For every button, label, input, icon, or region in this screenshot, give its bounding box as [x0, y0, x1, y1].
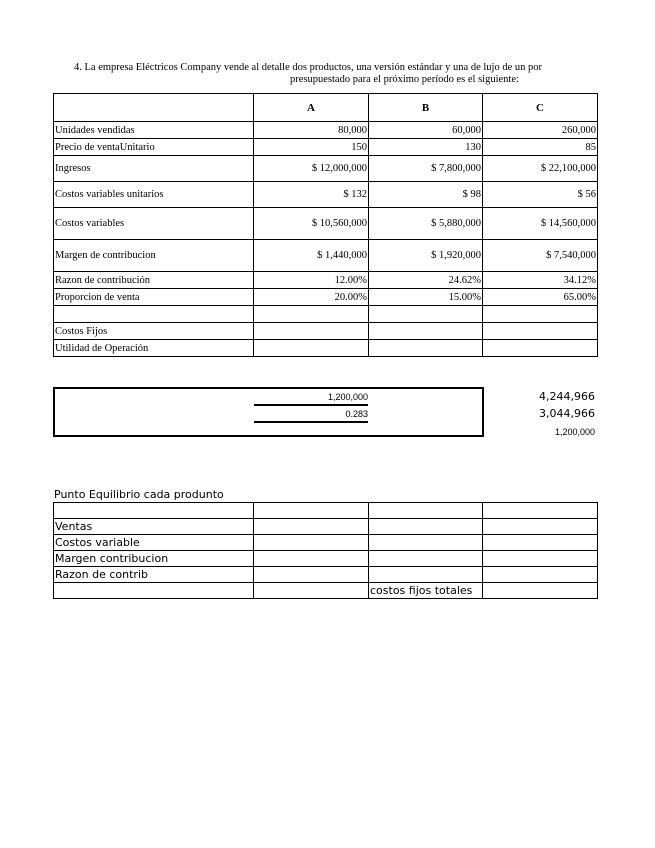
box-value-ratio: 0.283: [345, 409, 368, 419]
row-label: Margen de contribucion: [54, 240, 254, 272]
table-row: [54, 208, 598, 240]
break-even-title: Punto Equilibrio cada produnto: [54, 488, 224, 501]
header-product-c: C: [483, 94, 598, 122]
cell-product-a: [254, 340, 369, 357]
cell-product-a: $ 132: [254, 182, 369, 208]
cell-product-b: $ 5,880,000: [369, 208, 483, 240]
row-label: Costos Fijos: [54, 323, 254, 340]
cell-c: [483, 535, 598, 551]
cell-b: costos fijos totales: [369, 583, 483, 599]
cell-product-c: 85: [483, 139, 598, 156]
side-value-2: 3,044,966: [539, 407, 595, 420]
cell-a: [254, 519, 369, 535]
cell-product-c: [483, 340, 598, 357]
cell-product-b: 24.62%: [369, 272, 483, 289]
cell-b: [369, 535, 483, 551]
cell-product-a: $ 10,560,000: [254, 208, 369, 240]
header-empty: [54, 94, 254, 122]
cell-product-a: [254, 306, 369, 323]
side-value-1: 4,244,966: [539, 390, 595, 403]
intro-line-1: 4. La empresa Eléctricos Company vende al detalle dos productos, una versión estándar y una de lujo de un por: [74, 62, 542, 73]
header-product-b: B: [369, 94, 483, 122]
row-label: Utilidad de Operación: [54, 340, 254, 357]
table-row: [54, 567, 598, 583]
cell-product-b: 15.00%: [369, 289, 483, 306]
table-row: [54, 272, 598, 289]
cell-product-c: $ 7,540,000: [483, 240, 598, 272]
cell-product-a: $ 12,000,000: [254, 156, 369, 182]
cell-b: [369, 567, 483, 583]
cell-b: [369, 519, 483, 535]
double-underline: [254, 421, 368, 423]
table-row: [54, 139, 598, 156]
cell-b: [369, 503, 483, 519]
side-value-3: 1,200,000: [554, 427, 595, 437]
row-label: Unidades vendidas: [54, 122, 254, 139]
table-row: [54, 340, 598, 357]
break-even-table: [53, 502, 598, 599]
table-row: [54, 583, 598, 599]
cell-product-c: [483, 323, 598, 340]
cell-a: [254, 583, 369, 599]
cell-b: [369, 551, 483, 567]
table-row: [54, 519, 598, 535]
cell-a: [254, 551, 369, 567]
table-row: [54, 551, 598, 567]
cell-a: [254, 503, 369, 519]
cell-product-c: [483, 306, 598, 323]
cell-product-b: [369, 306, 483, 323]
cell-product-a: 20.00%: [254, 289, 369, 306]
cell-a: [254, 535, 369, 551]
header-product-a: A: [254, 94, 369, 122]
cell-product-b: 130: [369, 139, 483, 156]
cell-product-a: $ 1,440,000: [254, 240, 369, 272]
table-row: [54, 182, 598, 208]
box-value-fixed-costs: 1,200,000: [327, 392, 368, 402]
cell-product-a: [254, 323, 369, 340]
table-row: [54, 240, 598, 272]
row-label: Margen contribucion: [54, 551, 254, 567]
table-header-row: [54, 94, 598, 122]
cell-product-c: $ 56: [483, 182, 598, 208]
cell-c: [483, 503, 598, 519]
cell-c: [483, 519, 598, 535]
row-label: [54, 306, 254, 323]
row-label: Razon de contribución: [54, 272, 254, 289]
cell-product-a: 150: [254, 139, 369, 156]
row-label: Costos variable: [54, 535, 254, 551]
intro-line-2: presupuestado para el próximo período es el siguiente:: [290, 74, 519, 85]
product-data-table: [53, 93, 598, 357]
cell-product-c: $ 22,100,000: [483, 156, 598, 182]
row-label: Precio de ventaUnitario: [54, 139, 254, 156]
row-label: [54, 503, 254, 519]
table-row: [54, 289, 598, 306]
cell-product-a: 12.00%: [254, 272, 369, 289]
table-row: [54, 535, 598, 551]
table-row: [54, 503, 598, 519]
cell-c: [483, 551, 598, 567]
row-label: Ingresos: [54, 156, 254, 182]
row-label: Ventas: [54, 519, 254, 535]
row-label: Costos variables: [54, 208, 254, 240]
row-label: Costos variables unitarios: [54, 182, 254, 208]
cell-c: [483, 567, 598, 583]
cell-product-b: [369, 340, 483, 357]
underline: [254, 404, 368, 406]
cell-product-c: 65.00%: [483, 289, 598, 306]
cell-product-b: [369, 323, 483, 340]
cell-product-a: 80,000: [254, 122, 369, 139]
cell-product-c: $ 14,560,000: [483, 208, 598, 240]
cell-a: [254, 567, 369, 583]
cell-c: [483, 583, 598, 599]
table-row: [54, 156, 598, 182]
table-row: [54, 323, 598, 340]
cell-product-b: $ 98: [369, 182, 483, 208]
row-label: Proporcion de venta: [54, 289, 254, 306]
row-label: [54, 583, 254, 599]
row-label: Razon de contrib: [54, 567, 254, 583]
cell-product-c: 260,000: [483, 122, 598, 139]
cell-product-c: 34.12%: [483, 272, 598, 289]
cell-product-b: $ 1,920,000: [369, 240, 483, 272]
table-row: [54, 122, 598, 139]
table-row: [54, 306, 598, 323]
cell-product-b: $ 7,800,000: [369, 156, 483, 182]
cell-product-b: 60,000: [369, 122, 483, 139]
